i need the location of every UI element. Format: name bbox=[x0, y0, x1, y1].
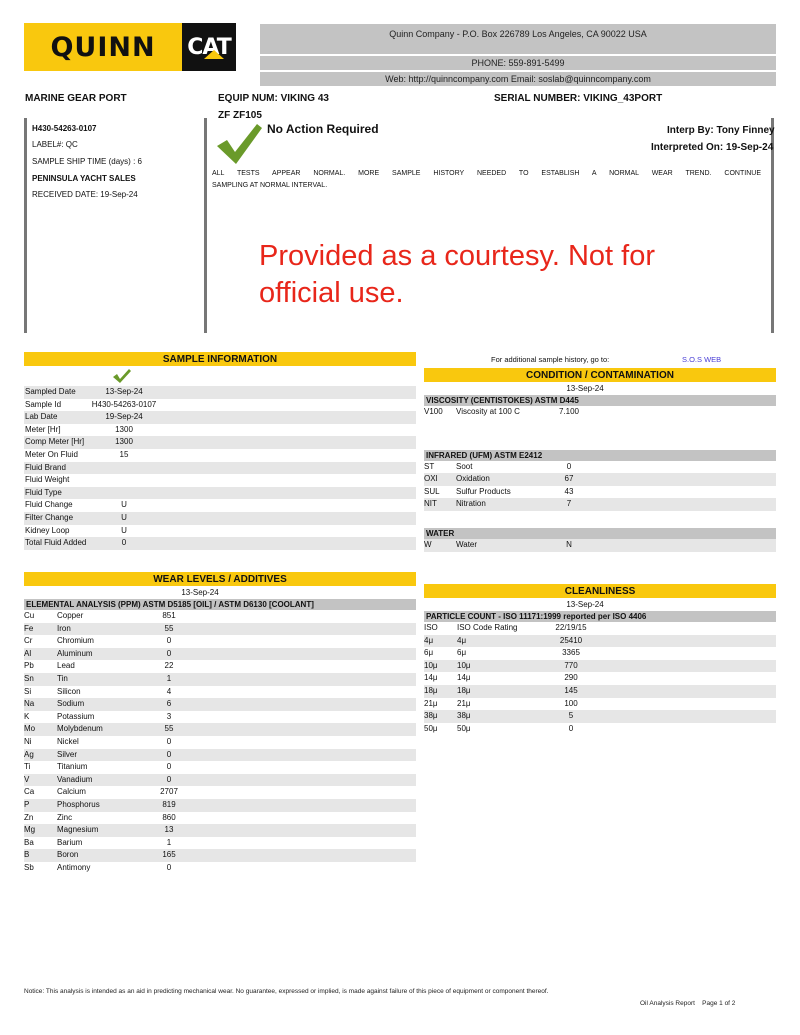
element-code: Si bbox=[24, 686, 32, 696]
infrared-table bbox=[424, 461, 776, 511]
sos-web-link[interactable]: S.O.S WEB bbox=[682, 355, 722, 364]
cat-logo-icon: CAT bbox=[182, 23, 236, 71]
test-value: 7.100 bbox=[558, 407, 580, 416]
element-name: Silver bbox=[57, 749, 78, 759]
sample-info-table bbox=[24, 386, 416, 550]
element-value: 13 bbox=[164, 825, 174, 835]
particle-count-value: 145 bbox=[564, 685, 578, 695]
table-row bbox=[424, 498, 776, 511]
company-web: Web: http://quinncompany.com Email: soslab@quinncompany.com bbox=[260, 72, 776, 86]
table-row bbox=[24, 537, 416, 550]
test-code: ST bbox=[424, 461, 435, 471]
condition-section bbox=[424, 368, 776, 552]
cleanliness-date: 13-Sep-24 bbox=[566, 600, 604, 609]
table-row bbox=[24, 761, 416, 774]
element-name: Molybdenum bbox=[57, 724, 103, 734]
element-code: Mg bbox=[24, 825, 36, 835]
element-value: 0 bbox=[166, 749, 172, 759]
section-title: CLEANLINESS bbox=[424, 584, 776, 598]
section-title: WEAR LEVELS / ADDITIVES bbox=[24, 572, 416, 586]
particle-size-code: 4μ bbox=[424, 635, 434, 645]
field-label: Sampled Date bbox=[25, 387, 76, 396]
table-row bbox=[24, 449, 416, 462]
element-name: Titanium bbox=[57, 762, 88, 772]
element-name: Nickel bbox=[57, 736, 79, 746]
small-checkmark-icon bbox=[112, 368, 132, 384]
field-value: 15 bbox=[119, 449, 129, 459]
table-row bbox=[424, 635, 776, 648]
ship-time: SAMPLE SHIP TIME (days) : 6 bbox=[32, 157, 142, 166]
sample-information-section bbox=[24, 352, 416, 550]
particle-size-name: 4μ bbox=[457, 635, 467, 645]
element-code: V bbox=[24, 774, 30, 784]
element-value: 55 bbox=[164, 623, 174, 633]
particle-count-value: 100 bbox=[564, 698, 578, 708]
field-value: 13-Sep-24 bbox=[105, 387, 143, 396]
element-name: Potassium bbox=[57, 711, 95, 721]
report-name: Oil Analysis Report bbox=[640, 1000, 695, 1007]
element-code: K bbox=[24, 711, 30, 721]
element-code: Sb bbox=[24, 862, 34, 872]
test-code: OXI bbox=[424, 474, 438, 484]
cat-triangle-icon bbox=[204, 50, 224, 59]
table-row bbox=[24, 499, 416, 512]
element-code: Ca bbox=[24, 787, 35, 797]
table-row bbox=[24, 436, 416, 449]
element-name: Antimony bbox=[57, 862, 91, 872]
table-row bbox=[24, 711, 416, 724]
element-value: 55 bbox=[164, 724, 174, 734]
element-code: Al bbox=[24, 648, 32, 658]
received-date: RECEIVED DATE: 19-Sep-24 bbox=[32, 190, 138, 199]
quinn-cat-logo bbox=[24, 23, 236, 71]
particle-count-header: PARTICLE COUNT - ISO 11171:1999 reported per ISO 4406 bbox=[424, 611, 776, 622]
element-value: 0 bbox=[166, 736, 172, 746]
test-code: W bbox=[424, 539, 432, 549]
footer-page-info bbox=[640, 1000, 735, 1007]
element-name: Aluminum bbox=[57, 648, 93, 658]
particle-size-name: 6μ bbox=[457, 648, 467, 658]
field-label: Comp Meter [Hr] bbox=[25, 437, 85, 447]
table-row bbox=[24, 824, 416, 837]
condition-date: 13-Sep-24 bbox=[566, 384, 604, 393]
element-name: Tin bbox=[57, 673, 68, 683]
table-row bbox=[24, 774, 416, 787]
table-row bbox=[24, 660, 416, 673]
element-name: Magnesium bbox=[57, 825, 99, 835]
equip-model: ZF ZF105 bbox=[218, 110, 262, 121]
element-code: Na bbox=[24, 699, 35, 709]
equip-num: EQUIP NUM: VIKING 43 bbox=[218, 93, 329, 104]
field-label: Sample Id bbox=[25, 399, 62, 409]
serial-number: SERIAL NUMBER: VIKING_43PORT bbox=[494, 93, 663, 104]
particle-size-name: 10μ bbox=[457, 660, 471, 670]
element-value: 1 bbox=[166, 837, 172, 847]
table-row bbox=[424, 622, 776, 635]
footer-notice: Notice: This analysis is intended as an aid in predicting mechanical wear. No guarantee, expressed or implied, is made against failure of this piece of equipment or component thereof. bbox=[24, 988, 549, 995]
cleanliness-section bbox=[424, 584, 776, 735]
table-row bbox=[24, 386, 416, 399]
table-row bbox=[24, 610, 416, 623]
element-value: 6 bbox=[166, 699, 172, 709]
elemental-header: ELEMENTAL ANALYSIS (PPM) ASTM D5185 [OIL] / ASTM D6130 [COOLANT] bbox=[24, 599, 416, 610]
field-label: Lab Date bbox=[25, 412, 58, 422]
test-name: Oxidation bbox=[456, 474, 490, 484]
particle-size-code: 38μ bbox=[424, 711, 438, 721]
field-value: U bbox=[121, 500, 127, 510]
particle-size-code: ISO bbox=[424, 623, 438, 632]
element-code: Ni bbox=[24, 736, 32, 746]
element-name: Calcium bbox=[57, 787, 86, 797]
element-code: Sn bbox=[24, 673, 34, 683]
table-row bbox=[424, 461, 776, 474]
field-label: Fluid Type bbox=[25, 487, 62, 497]
table-row bbox=[24, 525, 416, 538]
field-value: 0 bbox=[121, 538, 127, 548]
field-value: 19-Sep-24 bbox=[105, 412, 143, 422]
water-header: WATER bbox=[424, 528, 776, 539]
element-code: Cu bbox=[24, 611, 35, 620]
particle-size-name: 18μ bbox=[457, 685, 471, 695]
table-row bbox=[24, 812, 416, 825]
component-name: MARINE GEAR PORT bbox=[25, 93, 127, 104]
element-value: 0 bbox=[166, 636, 172, 646]
field-label: Fluid Weight bbox=[25, 475, 70, 485]
divider-left bbox=[24, 118, 27, 333]
field-label: Fluid Change bbox=[25, 500, 73, 510]
field-value: U bbox=[121, 512, 127, 522]
field-value: 1300 bbox=[115, 437, 133, 447]
customer-name: PENINSULA YACHT SALES bbox=[32, 174, 136, 183]
table-row bbox=[424, 698, 776, 711]
element-value: 0 bbox=[166, 862, 172, 872]
table-row bbox=[424, 539, 776, 552]
section-title: CONDITION / CONTAMINATION bbox=[424, 368, 776, 382]
element-name: Copper bbox=[57, 611, 84, 620]
label-number: LABEL#: QC bbox=[32, 140, 78, 149]
element-value: 3 bbox=[166, 711, 172, 721]
element-name: Lead bbox=[57, 661, 75, 671]
particle-count-value: 290 bbox=[564, 673, 578, 683]
test-name: Water bbox=[456, 539, 478, 549]
field-label: Kidney Loop bbox=[25, 525, 70, 535]
table-row bbox=[424, 486, 776, 499]
table-row bbox=[24, 786, 416, 799]
interp-comment-line2: SAMPLING AT NORMAL INTERVAL. bbox=[212, 182, 328, 189]
particle-size-code: 6μ bbox=[424, 648, 434, 658]
table-row bbox=[424, 685, 776, 698]
field-label: Meter On Fluid bbox=[25, 449, 78, 459]
element-value: 860 bbox=[162, 812, 176, 822]
element-value: 165 bbox=[162, 850, 176, 860]
element-value: 0 bbox=[166, 762, 172, 772]
table-row bbox=[424, 647, 776, 660]
test-value: 67 bbox=[564, 474, 574, 484]
table-row bbox=[24, 487, 416, 500]
particle-count-table bbox=[424, 622, 776, 735]
section-title: SAMPLE INFORMATION bbox=[24, 352, 416, 366]
table-row bbox=[424, 406, 776, 419]
table-row bbox=[424, 672, 776, 685]
table-row bbox=[24, 837, 416, 850]
field-label: Meter [Hr] bbox=[25, 424, 61, 434]
element-name: Phosphorus bbox=[57, 799, 100, 809]
table-row bbox=[24, 648, 416, 661]
interp-comment-line1: ALL TESTS APPEAR NORMAL. MORE SAMPLE HISTORY NEEDED TO ESTABLISH A NORMAL WEAR TREND. CONTINUE bbox=[212, 170, 761, 177]
element-value: 22 bbox=[164, 661, 174, 671]
table-row bbox=[24, 673, 416, 686]
courtesy-watermark: Provided as a courtesy. Not for official use. bbox=[259, 240, 655, 309]
element-name: Silicon bbox=[57, 686, 81, 696]
test-code: NIT bbox=[424, 499, 437, 509]
element-name: Zinc bbox=[57, 812, 73, 822]
particle-size-name: 14μ bbox=[457, 673, 471, 683]
particle-count-value: 0 bbox=[568, 723, 574, 733]
divider-middle bbox=[204, 118, 207, 333]
interp-by: Interp By: Tony Finney bbox=[667, 125, 775, 136]
element-code: Ti bbox=[24, 762, 31, 772]
quinn-wordmark: QUINN bbox=[24, 23, 182, 71]
element-value: 4 bbox=[166, 686, 172, 696]
particle-count-value: 25410 bbox=[559, 635, 583, 645]
elemental-table bbox=[24, 610, 416, 874]
page-number: Page 1 of 2 bbox=[702, 1000, 736, 1007]
particle-count-value: 3365 bbox=[562, 648, 580, 658]
status-text: No Action Required bbox=[267, 122, 379, 136]
element-code: Ba bbox=[24, 837, 34, 847]
test-value: 7 bbox=[566, 499, 572, 509]
particle-size-name: 38μ bbox=[457, 711, 471, 721]
element-name: Sodium bbox=[57, 699, 85, 709]
test-name: Nitration bbox=[456, 499, 486, 509]
field-label: Total Fluid Added bbox=[25, 538, 87, 548]
element-code: P bbox=[24, 799, 30, 809]
element-code: Cr bbox=[24, 636, 33, 646]
table-row bbox=[424, 473, 776, 486]
test-value: N bbox=[566, 539, 572, 549]
element-name: Iron bbox=[57, 623, 71, 633]
wear-date: 13-Sep-24 bbox=[181, 588, 219, 597]
infrared-header: INFRARED (UFM) ASTM E2412 bbox=[424, 450, 776, 461]
element-code: Pb bbox=[24, 661, 34, 671]
test-code: V100 bbox=[424, 407, 443, 416]
table-row bbox=[24, 686, 416, 699]
table-row bbox=[24, 411, 416, 424]
interp-on: Interpreted On: 19-Sep-24 bbox=[651, 142, 774, 153]
company-phone: PHONE: 559-891-5499 bbox=[260, 56, 776, 70]
table-row bbox=[424, 660, 776, 673]
field-label: Fluid Brand bbox=[25, 462, 66, 472]
element-code: Ag bbox=[24, 749, 34, 759]
table-row bbox=[24, 635, 416, 648]
field-label: Filter Change bbox=[25, 512, 74, 522]
element-value: 2707 bbox=[160, 787, 178, 797]
element-name: Chromium bbox=[57, 636, 94, 646]
element-value: 0 bbox=[166, 774, 172, 784]
company-address: Quinn Company - P.O. Box 226789 Los Angeles, CA 90022 USA bbox=[260, 24, 776, 54]
test-name: Sulfur Products bbox=[456, 486, 511, 496]
water-table bbox=[424, 539, 776, 552]
wear-levels-section bbox=[24, 572, 416, 874]
viscosity-header: VISCOSITY (CENTISTOKES) ASTM D445 bbox=[424, 395, 776, 406]
table-row bbox=[24, 698, 416, 711]
element-code: Zn bbox=[24, 812, 34, 822]
particle-count-value: 770 bbox=[564, 660, 578, 670]
element-value: 819 bbox=[162, 799, 176, 809]
particle-size-name: ISO Code Rating bbox=[457, 623, 518, 632]
element-name: Barium bbox=[57, 837, 83, 847]
element-value: 851 bbox=[162, 611, 176, 620]
table-row bbox=[24, 623, 416, 636]
particle-size-code: 14μ bbox=[424, 673, 438, 683]
history-text: For additional sample history, go to: bbox=[491, 355, 610, 364]
particle-size-code: 21μ bbox=[424, 698, 438, 708]
element-value: 1 bbox=[166, 673, 172, 683]
element-name: Vanadium bbox=[57, 774, 93, 784]
particle-size-name: 21μ bbox=[457, 698, 471, 708]
element-name: Boron bbox=[57, 850, 79, 860]
checkmark-icon bbox=[215, 122, 263, 166]
element-code: B bbox=[24, 850, 30, 860]
table-row bbox=[424, 710, 776, 723]
table-row bbox=[24, 424, 416, 437]
table-row bbox=[24, 799, 416, 812]
table-row bbox=[24, 862, 416, 875]
test-code: SUL bbox=[424, 486, 440, 496]
table-row bbox=[24, 399, 416, 412]
particle-size-code: 50μ bbox=[424, 723, 438, 733]
particle-size-code: 10μ bbox=[424, 660, 438, 670]
field-value: 1300 bbox=[115, 424, 133, 434]
particle-size-code: 18μ bbox=[424, 685, 438, 695]
particle-count-value: 22/19/15 bbox=[555, 623, 587, 632]
test-value: 0 bbox=[566, 461, 572, 471]
element-code: Fe bbox=[24, 623, 34, 633]
table-row bbox=[424, 723, 776, 736]
table-row bbox=[24, 723, 416, 736]
table-row bbox=[24, 849, 416, 862]
table-row bbox=[24, 736, 416, 749]
test-name: Soot bbox=[456, 461, 473, 471]
sample-id: H430-54263-0107 bbox=[32, 124, 97, 133]
test-name: Viscosity at 100 C bbox=[456, 407, 520, 416]
table-row bbox=[24, 462, 416, 475]
particle-count-value: 5 bbox=[568, 711, 574, 721]
element-code: Mo bbox=[24, 724, 36, 734]
field-value: H430-54263-0107 bbox=[91, 399, 157, 409]
test-value: 43 bbox=[564, 486, 574, 496]
field-value: U bbox=[121, 525, 127, 535]
table-row bbox=[24, 474, 416, 487]
table-row bbox=[24, 512, 416, 525]
element-value: 0 bbox=[166, 648, 172, 658]
viscosity-table bbox=[424, 406, 776, 419]
table-row bbox=[24, 749, 416, 762]
particle-size-name: 50μ bbox=[457, 723, 471, 733]
